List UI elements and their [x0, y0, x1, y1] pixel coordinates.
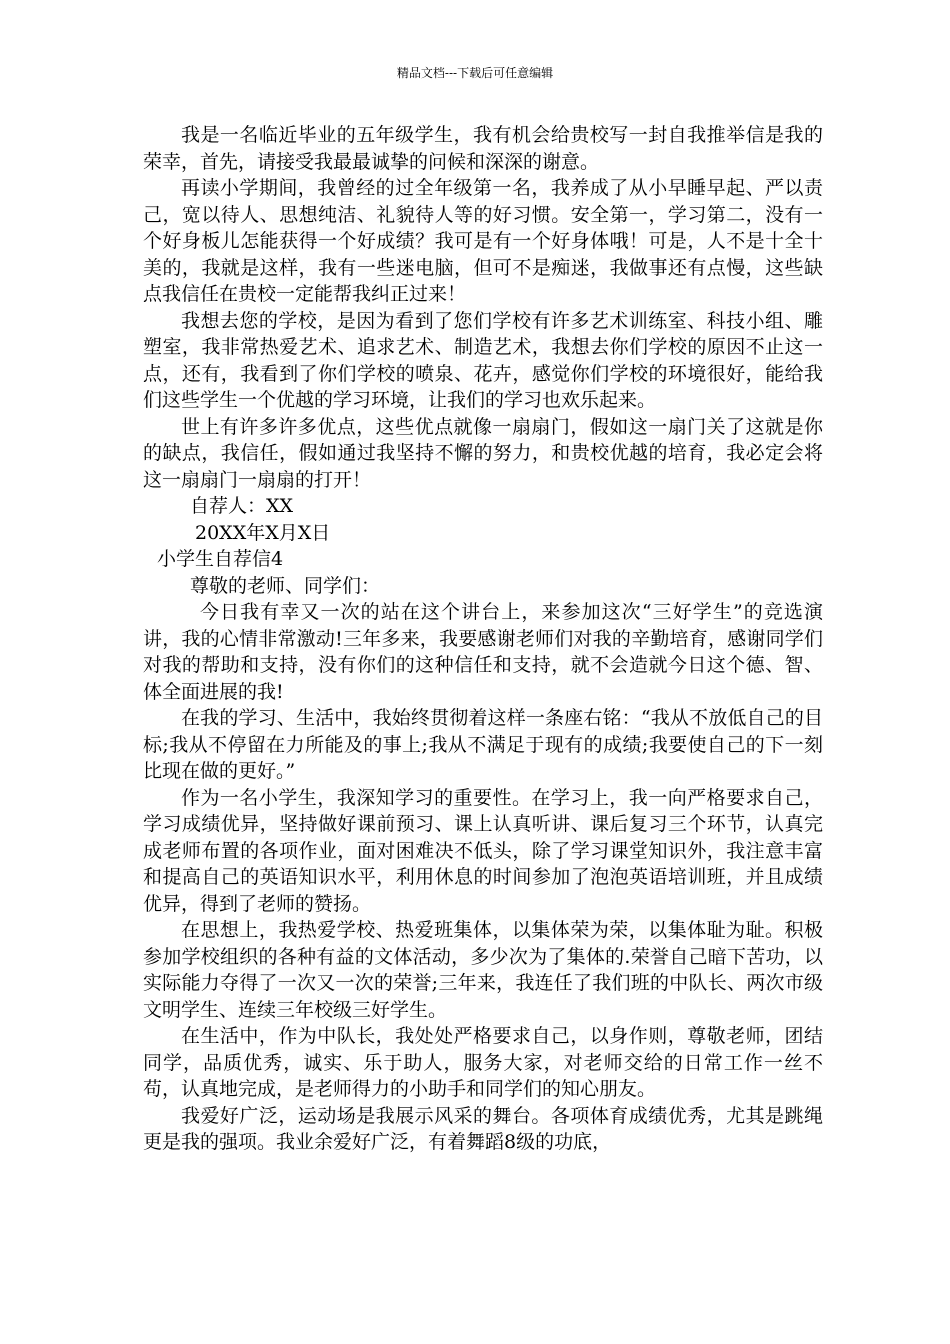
- date: 20XX年X月X日: [195, 521, 331, 544]
- page-header: 精品文档---下载后可任意编辑: [396, 66, 554, 80]
- paragraph: 在我的学习、生活中，我始终贯彻着这样一条座右铭：“我从不放低自己的目标;我从不停留在力所能及的事上;我从不满足于现有的成绩;我要使自己的下一刻比现在做的更好。”: [143, 707, 823, 782]
- paragraph: 我是一名临近毕业的五年级学生，我有机会给贵校写一封自我推举信是我的荣幸，首先，请接受我最最诚挚的问候和深深的谢意。: [143, 124, 823, 173]
- paragraph: 我爱好广泛，运动场是我展示风采的舞台。各项体育成绩优秀，尤其是跳绳更是我的强项。我业余爱好广泛，有着舞蹈8级的功底，: [143, 1104, 823, 1153]
- paragraph: 在生活中，作为中队长，我处处严格要求自己，以身作则，尊敬老师，团结同学，品质优秀，诚实、乐于助人，服务大家，对老师交给的日常工作一丝不苟，认真地完成，是老师得力的小助手和同学们的知心朋友。: [143, 1025, 823, 1100]
- section-title: 小学生自荐信4: [157, 548, 284, 570]
- signature: 自荐人：XX: [190, 495, 294, 517]
- document-body: [143, 122, 823, 1156]
- paragraph: 今日我有幸又一次的站在这个讲台上，来参加这次“三好学生”的竞选演讲，我的心情非常激动!三年多来，我要感谢老师们对我的辛勤培育，感谢同学们对我的帮助和支持，没有你们的这种信任和支持，就不会造就今日这个德、智、体全面进展的我!: [143, 601, 823, 703]
- paragraph: 再读小学期间，我曾经的过全年级第一名，我养成了从小早睡早起、严以责己，宽以待人、思想纯洁、礼貌待人等的好习惯。安全第一，学习第二，没有一个好身板儿怎能获得一个好成绩？我可是有一个好身体哦！可是，人不是十全十美的，我就是这样，我有一些迷电脑，但可不是痴迷，我做事还有点慢，这些缺点我信任在贵校一定能帮我纠正过来！: [143, 177, 823, 305]
- paragraph: 我想去您的学校，是因为看到了您们学校有许多艺术训练室、科技小组、雕塑室，我非常热爱艺术、追求艺术、制造艺术，我想去你们学校的原因不止这一点，还有，我看到了你们学校的喷泉、花卉，感觉你们学校的环境很好，能给我们这些学生一个优越的学习环境，让我们的学习也欢乐起来。: [143, 309, 823, 411]
- salutation: 尊敬的老师、同学们：: [190, 574, 381, 597]
- paragraph: 世上有许多许多优点，这些优点就像一扇扇门，假如这一扇门关了这就是你的缺点，我信任，假如通过我坚持不懈的努力，和贵校优越的培育，我必定会将这一扇扇门一扇扇的打开！: [143, 415, 823, 491]
- paragraph: 在思想上，我热爱学校、热爱班集体，以集体荣为荣，以集体耻为耻。积极参加学校组织的各种有益的文体活动，多少次为了集体的.荣誉自己暗下苦功，以实际能力夺得了一次又一次的荣誉;三年来，我连任了我们班的中队长、两次市级文明学生、连续三年校级三好学生。: [143, 919, 823, 1021]
- paragraph: 作为一名小学生，我深知学习的重要性。在学习上，我一向严格要求自己，学习成绩优异，坚持做好课前预习、课上认真听讲、课后复习三个环节，认真完成老师布置的各项作业，面对困难决不低头，除了学习课堂知识外，我注意丰富和提高自己的英语知识水平，利用休息的时间参加了泡泡英语培训班，并且成绩优异，得到了老师的赞扬。: [143, 786, 823, 915]
